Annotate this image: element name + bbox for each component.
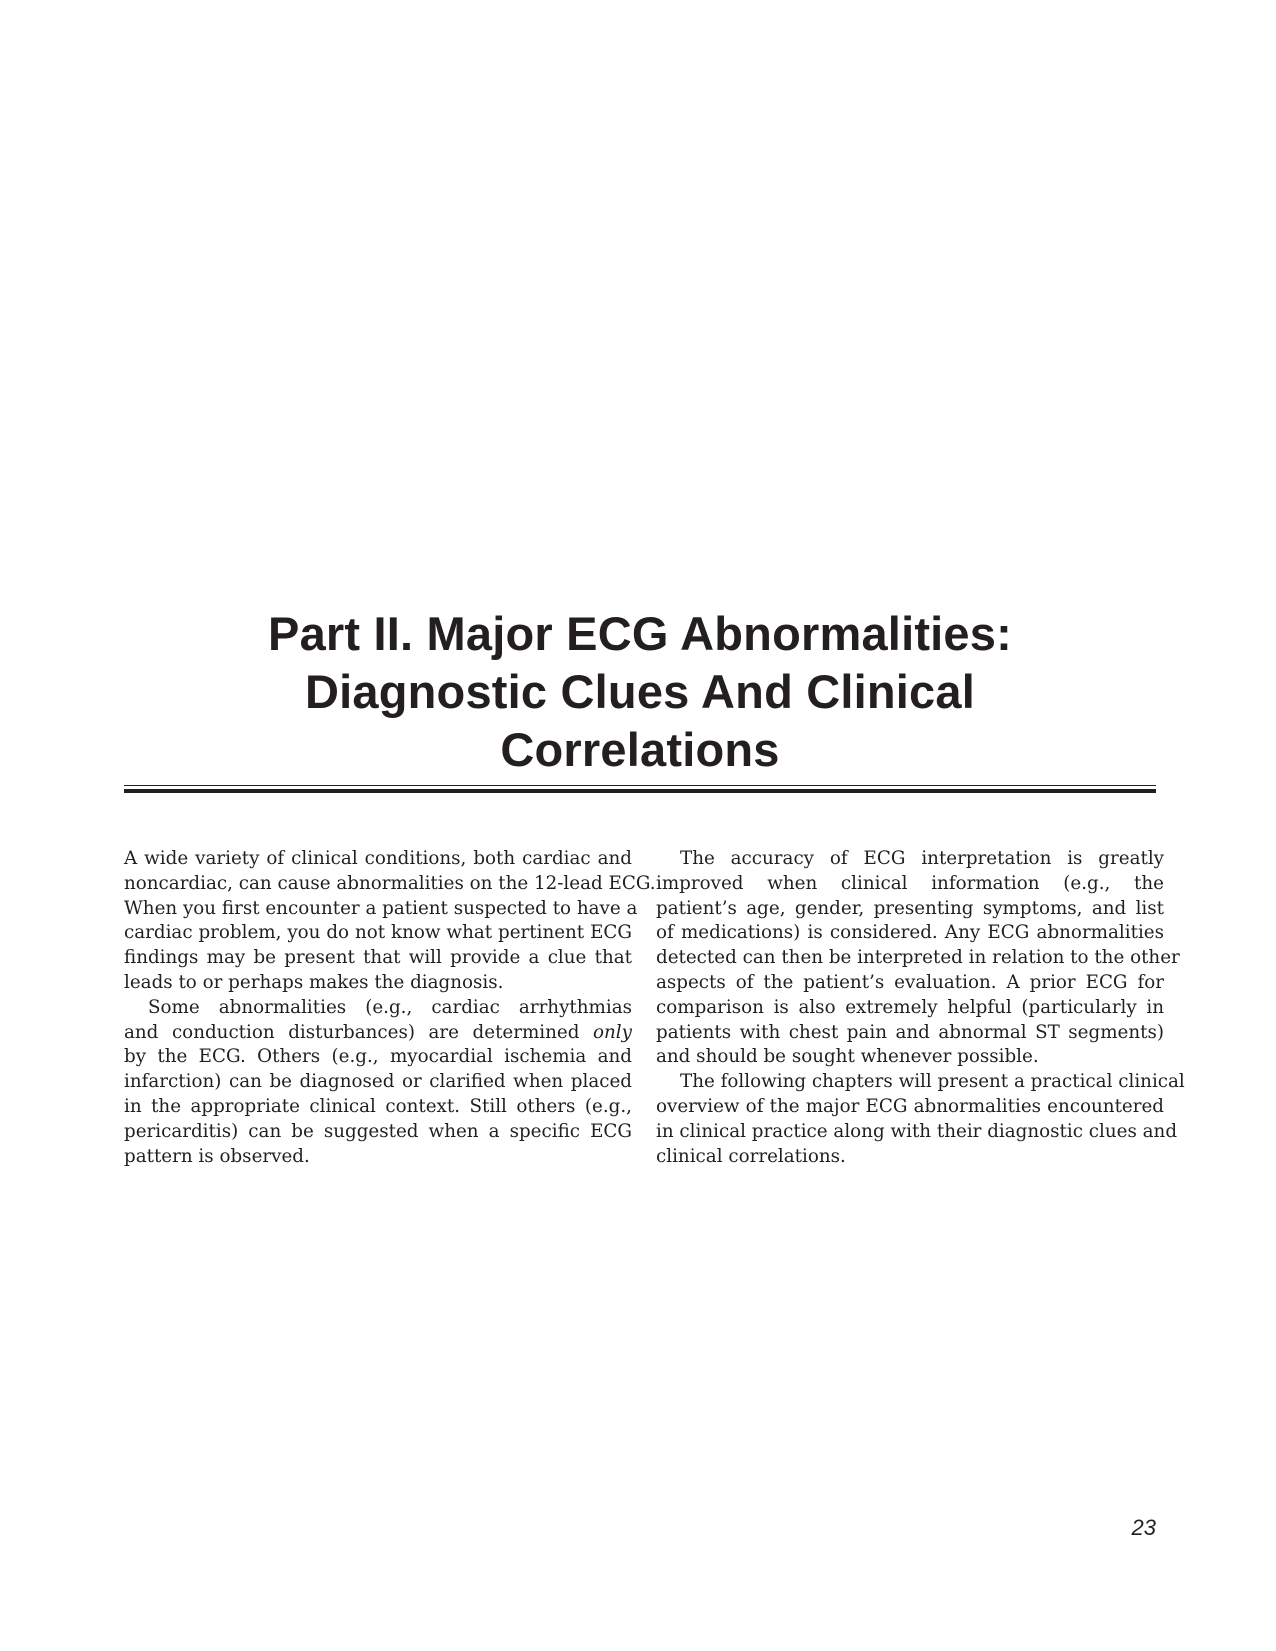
text-line: infarction) can be diagnosed or clarified when placed: [124, 1071, 632, 1093]
title-line: Diagnostic Clues And Clinical: [305, 665, 975, 718]
text-line: A wide variety of clinical conditions, both cardiac and: [124, 848, 632, 869]
title-line: Part II. Major ECG Abnormalities:: [268, 607, 1012, 660]
left-column: [124, 847, 656, 1169]
text-line: When you first encounter a patient suspected to have a: [124, 897, 638, 919]
text-line: leads to or perhaps makes the diagnosis.: [124, 971, 504, 993]
title-rule-thick: [124, 789, 1156, 793]
text-line: noncardiac, can cause abnormalities on the 12-lead ECG.: [124, 872, 656, 894]
text-line: patients with chest pain and abnormal ST segments): [656, 1021, 1164, 1043]
text-line: overview of the major ECG abnormalities encountered: [656, 1095, 1164, 1117]
text-segment: and conduction disturbances) are determined: [124, 1021, 580, 1043]
text-line: improved when clinical information (e.g., the: [656, 872, 1164, 894]
text-line: clinical correlations.: [656, 1145, 846, 1167]
right-column: [656, 847, 1185, 1169]
text-line: findings may be present that will provide a clue that: [124, 947, 632, 969]
text-line: in the appropriate clinical context. Still others (e.g.,: [124, 1095, 632, 1117]
title-rule-thin: [124, 785, 1156, 786]
text-line: in clinical practice along with their diagnostic clues and: [656, 1120, 1178, 1142]
text-line: pattern is observed.: [124, 1145, 310, 1167]
page-title: [124, 605, 1156, 779]
text-line: [124, 1021, 632, 1046]
text-line: Some abnormalities (e.g., cardiac arrhythmias: [148, 996, 632, 1018]
text-line: and should be sought whenever possible.: [656, 1046, 1039, 1068]
text-line: The following chapters will present a practical clinical: [680, 1071, 1185, 1093]
emphasis-only: only: [593, 1021, 632, 1043]
page-number: 23: [1131, 1515, 1156, 1540]
text-line: comparison is also extremely helpful (particularly in: [656, 996, 1164, 1018]
text-line: pericarditis) can be suggested when a specific ECG: [124, 1120, 632, 1142]
text-line: patient’s age, gender, presenting symptoms, and list: [656, 897, 1164, 919]
text-line: of medications) is considered. Any ECG abnormalities: [656, 922, 1164, 944]
text-line: cardiac problem, you do not know what pertinent ECG: [124, 922, 632, 944]
text-line: by the ECG. Others (e.g., myocardial ischemia and: [124, 1046, 632, 1068]
text-line: aspects of the patient’s evaluation. A prior ECG for: [656, 971, 1164, 993]
text-line: The accuracy of ECG interpretation is greatly: [680, 848, 1164, 869]
text-line: detected can then be interpreted in relation to the other: [656, 947, 1180, 969]
title-line: Correlations: [500, 723, 780, 776]
